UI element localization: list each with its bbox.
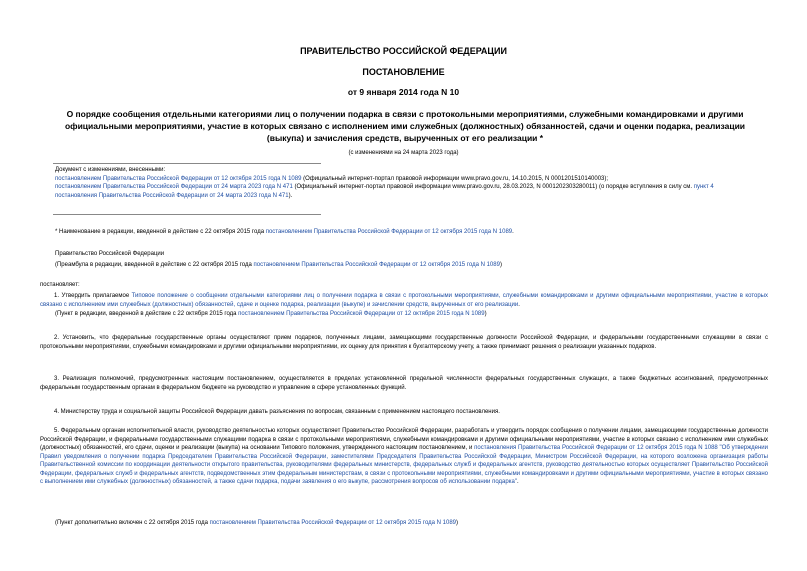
resolves-label: постановляет: [40,282,80,288]
changes-intro: Документ с изменениями, внесенными: [55,167,166,173]
changes-item-1 [55,175,755,184]
footnote-link[interactable]: постановлением Правительства Российской Федерации от 12 октября 2015 года N 1089 [265,229,513,235]
paragraph-2: 2. Установить, что федеральные государственные органы осуществляют прием подарков, полученных лицами, замещающими государственные должности Российской Федерации, и федеральными государственными служащими в связи с протокольными мероприятиями, служебными командировками и другими официальными мероприятиями, их оценку для принятия к бухгалтерскому учету, а также принимают решения о реализации указанных подарков. [40,335,768,350]
changes-item-2 [55,183,755,200]
footnote-text: * Наименование в редакции, введенной в действие с 22 октября 2015 года [55,229,266,235]
p5-resolution-1088-link[interactable]: постановления Правительства Российской Федерации от 12 октября 2015 года N 1088 "Об утверждении Правил уведомления о получении подарка Председателем Правительства Российской Федерации, заместителями Председателя Правительства Российской Федерации, Министром Российской Федерации, на которого возложена организация работы Правительственной комиссии по координации деятельности открытого правительства, руководителями федеральных министерств, федеральных служб и федеральных агентств, руководство деятельностью которых осуществляет Правительство Российской Федерации, федеральных служб и федеральных агентств, подведомственных этим федеральным министерствам, в связи с протокольными мероприятиями, служебными командировками и другими официальными мероприятиями, участие в которых связано с выполнением ими служебных (должностных) обязанностей, а также сдачи подарка, подачи заявления о его выкупе, рассмотрения вопросов об использовании подарка" [40,445,768,485]
preamble-line: Правительство Российской Федерации [55,251,165,257]
change-text-2-end: ). [288,192,293,199]
p1-note-end: ) [484,311,487,317]
p5-text-a: 5. Федеральным органам исполнительной власти, руководство деятельностью которых осуществляет Правительство Российской Федерации, разработать и утвердить порядок сообщения о получении лицами, замещающими государственные должности Российской Федерации, и федеральными государственными служащими подарка в связи с протокольными мероприятиями, служебными командировками и другими официальными мероприятиями, участие в которых связано с исполнением ими служебных (должностных) обязанностей, его сдачи, оценки и реализации (выкупа) на основании Типового положения, утвержденного настоящим постановлением, и [40,428,768,451]
edition-note: (с изменениями на 24 марта 2023 года) [348,150,459,156]
preamble [55,250,755,269]
paragraph-1-note [55,310,755,319]
change-link-471-p4[interactable]: пункт 4 постановления Правительства Российской Федерации от 24 марта 2023 года N 471 [55,184,714,199]
preamble-note-end: ) [499,261,502,268]
document-title: О порядке сообщения отдельными категориями лиц о получении подарка в связи с протокольными мероприятиями, служебными командировками и другими официальными мероприятиями, участие в которых связано с исполнением ими служебных (должностных) обязанностей, сдачи и оценки подарка, реализации (выкупа) и зачисления средств, вырученных от его реализации * [64,109,746,143]
preamble-note-text: (Преамбула в редакции, введенной в действие с 22 октября 2015 года [55,261,254,268]
paragraph-5 [40,427,768,487]
p1-text-b: . [518,301,520,308]
preamble-note-link[interactable]: постановлением Правительства Российской Федерации от 12 октября 2015 года N 1089 [253,261,500,268]
preamble-note [55,261,755,270]
date-number-heading: от 9 января 2014 года N 10 [347,87,460,97]
p5-text-b: . [516,479,519,485]
p5-note-end: ) [456,520,459,526]
divider-top [53,163,321,164]
change-text-2: (Официальный интернет-портал правовой информации www.pravo.gov.ru, 28.03.2023, N 0001202303280011) (о порядке вступления в силу см. [292,184,694,190]
divider-bottom [53,214,321,215]
p5-note-link[interactable]: постановлением Правительства Российской Федерации от 12 октября 2015 года N 1089 [209,520,457,526]
footnote-end: . [512,229,514,235]
paragraph-4: 4. Министерству труда и социальной защиты Российской Федерации давать разъяснения по вопросам, связанным с применением настоящего постановления. [54,409,500,415]
footnote [55,228,755,237]
p1-note-link[interactable]: постановлением Правительства Российской Федерации от 12 октября 2015 года N 1089 [238,311,485,317]
change-text-1: (Официальный интернет-портал правовой информации www.pravo.gov.ru, 14.10.2015, N 0001201510140003); [301,175,609,182]
government-heading: ПРАВИТЕЛЬСТВО РОССИЙСКОЙ ФЕДЕРАЦИИ [300,46,507,56]
paragraph-3: 3. Реализация полномочий, предусмотренных настоящим постановлением, осуществляется в пределах установленной предельной численности федеральных государственных служащих, а также бюджетных ассигнований, предусмотренных федеральным государственным органам в федеральном бюджете на руководство и управление в сфере установленных функций. [40,376,768,391]
change-link-1089[interactable]: постановлением Правительства Российской Федерации от 12 октября 2015 года N 1089 [55,175,302,182]
p1-note-text: (Пункт в редакции, введенной в действие с 22 октября 2015 года [55,311,239,317]
document-type-heading: ПОСТАНОВЛЕНИЕ [362,67,445,77]
paragraph-5-note [55,519,755,528]
changes-block [55,166,755,200]
p1-typical-regulation-link[interactable]: Типовое положение о сообщении отдельными категориями лиц о получении подарка в связи с протокольными мероприятиями, служебными командировками и другими официальными мероприятиями, участие в которых связано с исполнением ими служебных (должностных) обязанностей, сдаче и оценке подарка, реализации (выкупе) и зачислении средств, вырученных от его реализации [40,293,768,308]
p1-text-a: 1. Утвердить прилагаемое [54,293,132,299]
change-link-471[interactable]: постановлением Правительства Российской Федерации от 24 марта 2023 года N 471 [55,184,293,190]
paragraph-1 [40,292,768,309]
p5-note-text: (Пункт дополнительно включен с 22 октября 2015 года [55,520,210,526]
